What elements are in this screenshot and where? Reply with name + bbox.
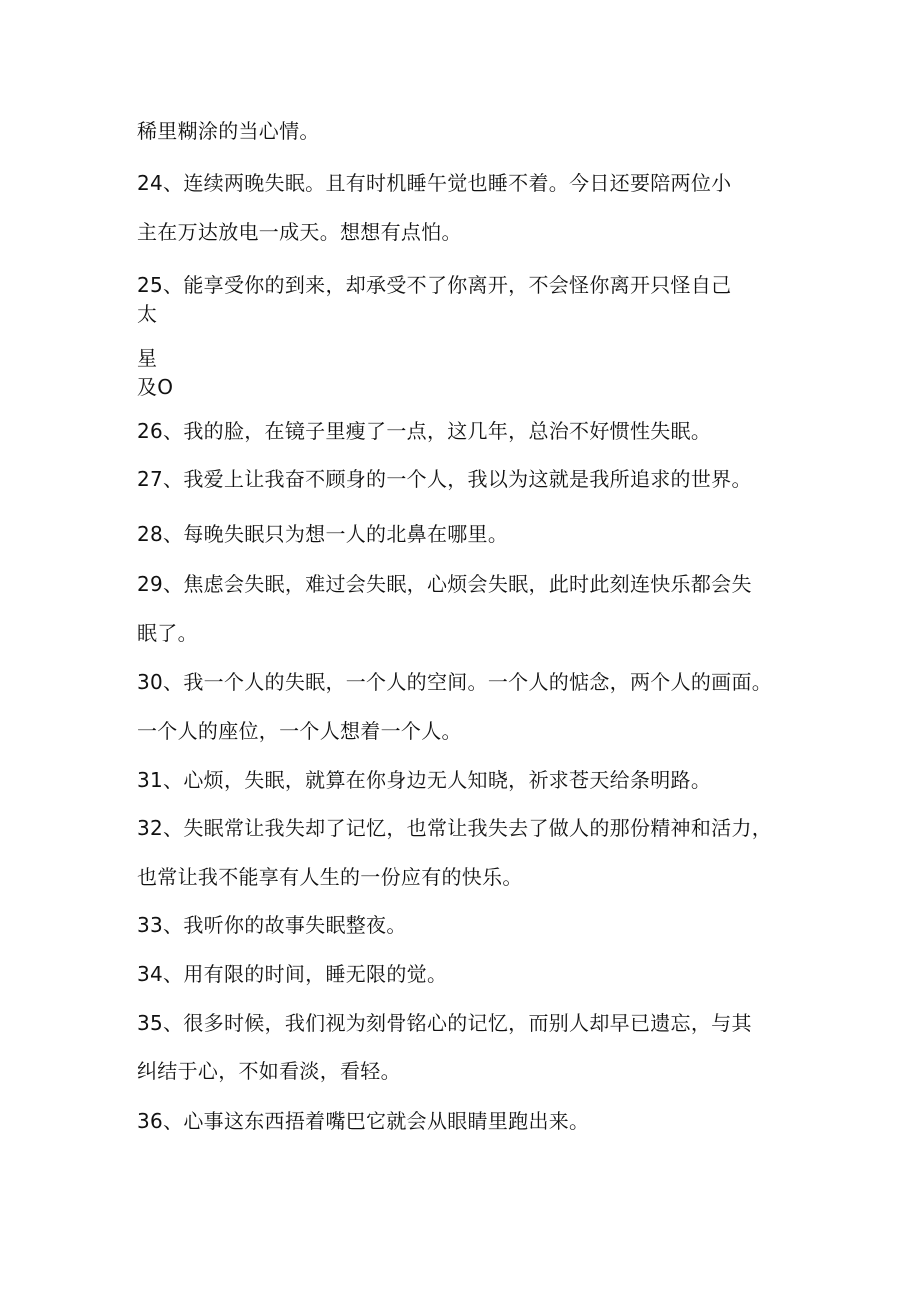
- text-line: 33、我听你的故事失眠整夜。: [137, 913, 407, 937]
- text-line: 一个人的座位，一个人想着一个人。: [137, 719, 462, 743]
- text-line: 31、心烦，失眠，就算在你身边无人知晓，祈求苍天给条明路。: [137, 768, 712, 792]
- text-line: 26、我的脸，在镜子里瘦了一点，这几年，总治不好惯性失眠。: [137, 419, 712, 443]
- text-line: 24、连续两晚失眠。且有时机睡午觉也睡不着。今日还要陪两位小: [137, 171, 732, 195]
- text-line: 30、我一个人的失眠，一个人的空间。一个人的惦念，两个人的画面。: [137, 670, 773, 694]
- text-line: 稀里糊涂的当心情。: [137, 119, 320, 143]
- text-line: 也常让我不能享有人生的一份应有的快乐。: [137, 865, 523, 889]
- text-line: 28、每晚失眠只为想一人的北鼻在哪里。: [137, 522, 509, 546]
- text-line: 36、心事这东西捂着嘴巴它就会从眼睛里跑出来。: [137, 1109, 590, 1133]
- text-line: 主在万达放电一成天。想想有点怕。: [137, 220, 462, 244]
- text-line: 纠结于心，不如看淡，看轻。: [137, 1059, 401, 1083]
- text-line: 及O: [137, 375, 174, 399]
- text-line: 34、用有限的时间，睡无限的觉。: [137, 962, 448, 986]
- text-line: 星: [137, 346, 158, 370]
- text-line: 32、失眠常让我失却了记忆，也常让我失去了做人的那份精神和活力，: [137, 816, 773, 840]
- text-line: 25、能享受你的到来，却承受不了你离开，不会怪你离开只怪自己: [137, 273, 732, 297]
- text-line: 35、很多时候，我们视为刻骨铭心的记忆，而别人却早已遗忘，与其: [137, 1011, 752, 1035]
- text-line: 27、我爱上让我奋不顾身的一个人，我以为这就是我所追求的世界。: [137, 467, 752, 491]
- text-line: 太: [137, 302, 158, 326]
- text-line: 29、焦虑会失眠，难过会失眠，心烦会失眠，此时此刻连快乐都会失: [137, 572, 752, 596]
- text-line: 眠了。: [137, 621, 198, 645]
